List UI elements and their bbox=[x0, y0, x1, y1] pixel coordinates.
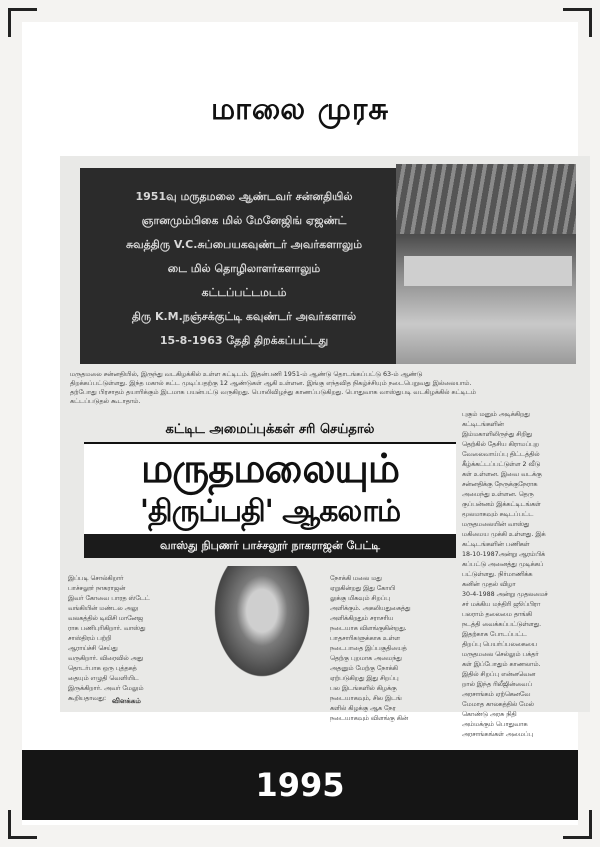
year-banner: 1995 bbox=[22, 750, 578, 820]
article-headline bbox=[84, 444, 456, 534]
photo-caption: மருதமலை சன்னதியில், இருந்து வடகிழக்கில் உள்ள கட்டிடம். இதன்பணி 1951-ம் ஆண்டு தொடங்கப்பட்டு 63-ம் ஆண்டு திறக்கப்பட்டுள்ளது. இந்த மகால் கட்ட முடிப்பதற்கு 12 ஆண்டுகள் ஆகி உள்ளன. இங்கு எந்தவித நிகழ்ச்சியும் நடைபெறுவது இல்லையாம். தற்போது பிரசாதம் தயாரிக்கும் இடமாக பயன்பட்டு வருகிறது. பொலிவிழந்து காணப்படுகிறது. பொதுவாக வாஸ்துபடி வடகிழக்கில் கட்டிடம் கட்டப்படுதல் கூடாதாம். bbox=[70, 370, 476, 405]
plaque-line: சுவத்திரு V.C.சுப்பையகவுண்டர் அவர்களாலும் bbox=[125, 238, 363, 251]
plaque-line: கட்டப்பட்டமடம் bbox=[201, 286, 287, 299]
page-frame bbox=[22, 22, 578, 825]
plaque-photo bbox=[80, 168, 408, 364]
roof-tiles bbox=[396, 164, 576, 234]
article-kicker: கட்டிட அமைப்புக்கள் சரி செய்தால் bbox=[84, 418, 456, 444]
article-column-right: புகும் மனும் அடிக்கிறது கட்டிடங்களின் இம்மகாளிலிருந்து சிறிது தெற்கில் தேசிய கிராமப்புற வேலைவாய்ப்பு திட்டத்தில் கீழ்க்கட்டப்பட்டுள்ள 2 வீடு கள் உள்ளன. இவை வடக்கு சன்னதிக்கு நேருக்குநேராக அமைந்து உள்ளன. தெரு குப்பன்னம் இக்கட்டிடங்கள் மூலமாகவும் சுடிடப்பட்ட மருதமலையின் வாஸ்து மகிமைய முக்கி உள்ளது. இக் கட்டிடங்களின் பணிகள் 18-10-1987அன்று ஆரம்பிக் கப்பட்டு அனைத்து முடிக்கப் பட்டுள்ளது. நிர்மாணிக்க கனின் முதல் விழா 30-4-1988 அன்று முதலமைச் சர் மக்கிய மந்திரி ஜூப்பிரா பலராம் தலைமை தாங்கி நடத்தி வைக்கப்பட்டுள்ளது. இதற்காக போடப்பட்ட திறப்பு பெயர்ப்பலகையை மருதமலை செல்லும் பக்தர் கள் இப்போதும் காணலாம். இதில் சிறப்பு என்னவென றால் இந்த ரிலீஜின்வைப் அரசாங்கம் ஏற்கெனவே மேமாத காலகத்தில் மேல் கொண்டு அரசு நிதி அம்மக்கும் பொதுவாக அரசாங்கங்கள் அமைப்பு bbox=[462, 411, 548, 738]
portrait-photo bbox=[202, 566, 322, 694]
plaque-line: ஞானமும்பிகை மில் மேனேஜிங் ஏஜண்ட் bbox=[141, 214, 347, 227]
article-byline: வாஸ்து நிபுணர் பாச்சலூர் நாகராஜன் பேட்டி bbox=[84, 534, 456, 558]
article-column-left: இப்படி சொல்கிறார் பாச்சலூர் நாகராஜன் இவர் கோவை பாரத ஸ்டேட் வங்கியின் மண்டல அலு வலகத்தில் டிவிசி மானேஜ ராக பணிபுரிகிறார். வாஸ்து சாஸ்திரம் பற்றி ஆராய்ச்சி செய்து வருகிறார். விரைவில் அது தொடர்பாக ஒரு புத்தகத் தையும் எழுதி வெளியிட இருக்கிறார். அவர் மேலும் கூறியதாவது: bbox=[68, 575, 150, 702]
plaque-line: 1951வு மருதமலை ஆண்டவர் சன்னதியில் bbox=[135, 190, 353, 203]
building-photo bbox=[396, 164, 576, 364]
article-column-middle: நோக்கி மலை மது ஏறுகின்றது இது கோயி லுக்கு மிகவும் சிறப்பு அளிக்கும். அகலியதுகைத்து அளிக்கிறதும் சராசரிய நடையாக விளங்குகின்றது. பாதசாரிகளுக்காக உள்ள நடைபாதை இப்பகுதியைத் தெற்கு புறமாக அமைந்து அதனும் மேற்கு நோக்கி ஏற்படுகிறது இது சிறப்பு பல இடங்களில் கிழக்கு நடையாகவும், சில இடங் களில் கிழக்கு ஆக நேர நடையாகவும் விளங்கு கின் bbox=[330, 575, 411, 722]
plaque-line: திரு K.M.நஞ்சக்குட்டி கவுண்டர் அவர்களால் bbox=[131, 310, 357, 323]
headline-line-1: மருதமலையும் bbox=[140, 446, 400, 492]
headline-line-2: 'திருப்பதி' ஆகலாம் bbox=[139, 494, 401, 529]
newspaper-clipping bbox=[60, 156, 590, 738]
article-subhead: விளக்கம் bbox=[112, 697, 141, 705]
plaque-line: 15-8-1963 தேதி திறக்கப்பட்டது bbox=[159, 334, 329, 347]
building-wall bbox=[404, 256, 572, 286]
plaque-line: டை மில் தொழிலாளர்களாலும் bbox=[167, 262, 321, 275]
newspaper-masthead: மாலை முரசு bbox=[211, 92, 389, 127]
